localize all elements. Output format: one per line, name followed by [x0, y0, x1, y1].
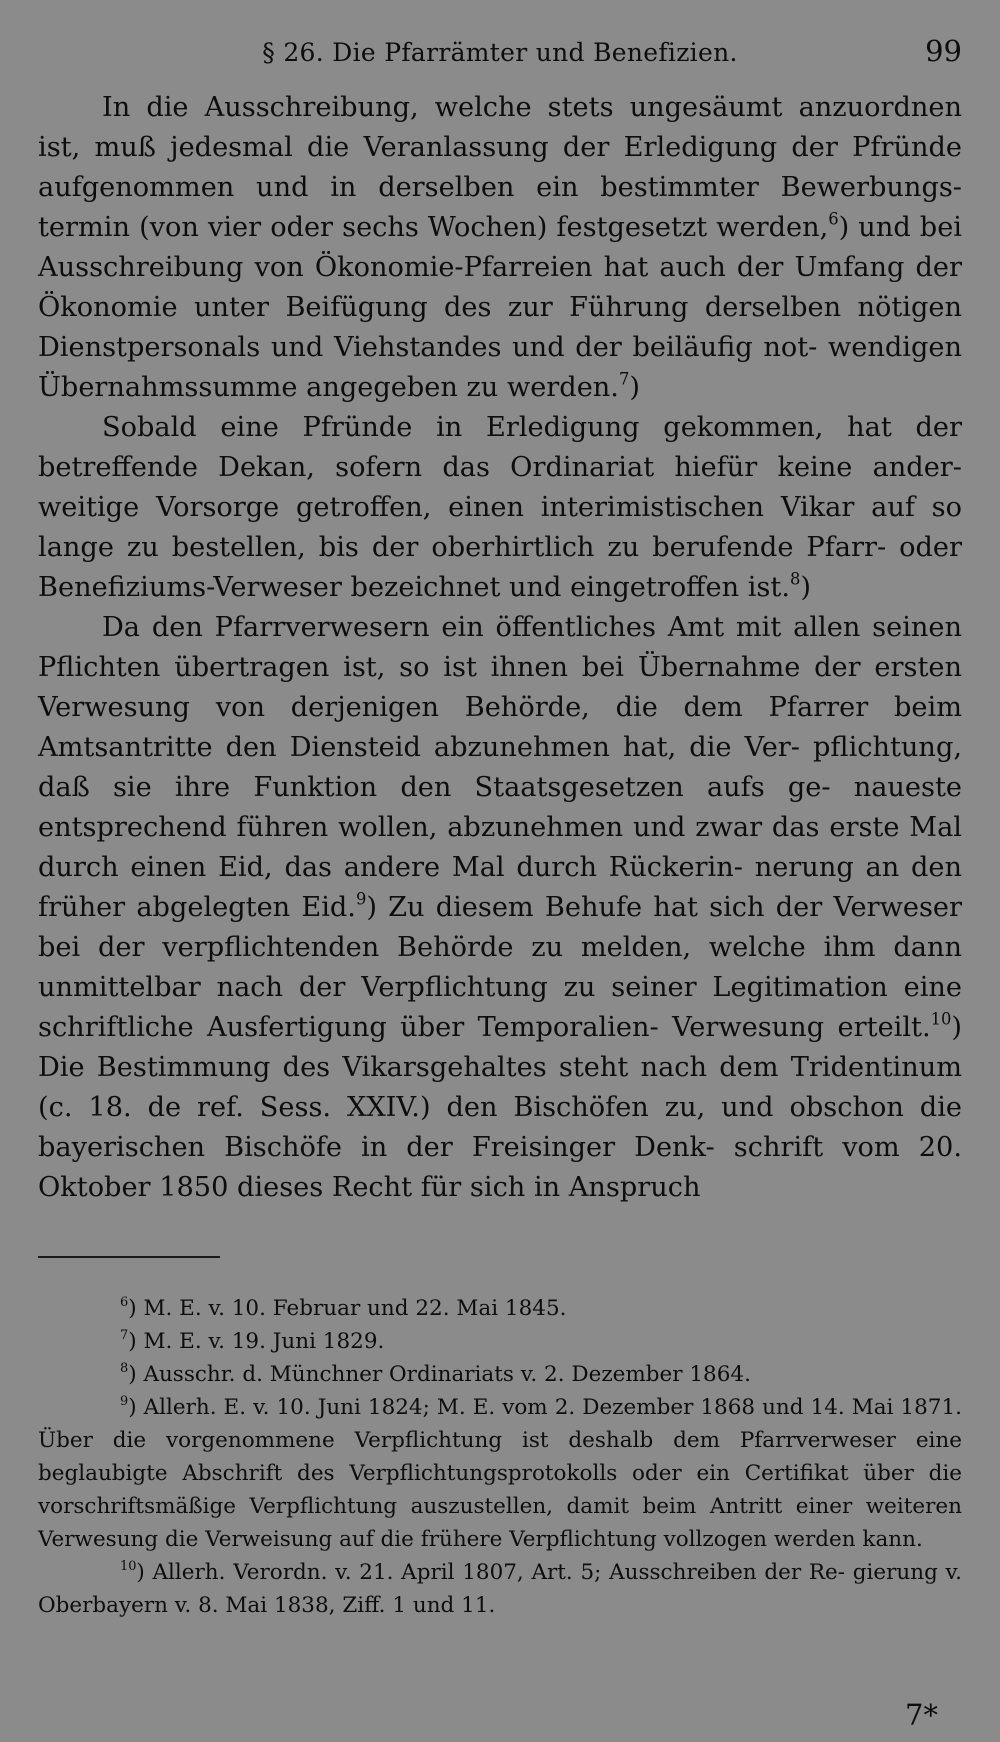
paragraph-text: Sobald eine Pfründe in Erledigung gekommen, hat der betreffende Dekan, sofern das Ordinariat hiefür keine ander- weitige Vorsorge getroffen, einen interimistischen Vikar auf so lange zu bestellen, bis der oberhirtlich zu berufende Pfarr- oder Benefiziums-Verweser bezeichnet und eingetroffen ist. [38, 412, 962, 603]
body-text [38, 88, 962, 1208]
footnote-number: 10 [120, 1558, 137, 1574]
footnote-text: M. E. v. 19. Juni 1829. [143, 1329, 385, 1354]
footnote-text: M. E. v. 10. Februar und 22. Mai 1845. [143, 1296, 567, 1321]
footnote-reference: 10 [930, 1009, 952, 1029]
paragraph-text: ) Zu diesem Behufe hat sich der Verweser bei der verpflichtenden Behörde zu melden, welche ihm dann unmittelbar nach der Verpflichtung zu seiner Legitimation eine schriftliche Ausfertigung über Temporalien- Verwesung erteilt. [38, 892, 962, 1043]
footnote-number: 7 [120, 1327, 129, 1343]
footnote-text: Allerh. E. v. 10. Juni 1824; M. E. vom 2. Dezember 1868 und 14. Mai 1871. Über die vorgenommene Verpflichtung ist deshalb dem Pfarrverweser eine beglaubigte Abschrift des Verpflichtungsprotokolls oder ein Certifikat über die vorschriftsmäßige Verpflichtung auszustellen, damit beim Antritt einer weiteren Verwesung die Verweisung auf die frühere Verpflichtung vollzogen werden kann. [38, 1395, 962, 1552]
footnote: $^9$) Allerh. E. v. 10. Juni 1824; M. E. vom 2. Dezember 1868 und 14. Mai 1871. Über die vorgenommene Verpflichtung ist deshalb dem Pfarrverweser eine beglaubigte Abschrift des Verpflichtungsprotokolls oder ein Certifikat über die vorschriftsmäßige Verpflichtung auszustellen, damit beim Antritt einer weiteren Verwesung die Verweisung auf die frühere Verpflichtung vollzogen werden kann. [38, 1393, 962, 1552]
footnote: $^8$) Ausschr. d. Münchner Ordinariats v. 2. Dezember 1864. [120, 1360, 751, 1387]
footnote-reference: 6 [828, 209, 839, 229]
running-title: § 26. Die Pfarrämter und Benefizien. [262, 38, 738, 67]
footnote-reference: 8 [789, 569, 801, 589]
paragraph [38, 88, 962, 408]
paragraph-text: ) [629, 372, 640, 403]
footnote-number: 8 [120, 1360, 129, 1376]
page [38, 32, 962, 1622]
paragraph [38, 608, 962, 1208]
footnote-reference: 7 [618, 369, 630, 389]
paragraph-text: ) Die Bestimmung des Vikarsgehaltes steht nach dem Tridentinum (c. 18. de ref. Sess. XXIV.) den Bischöfen zu, und obschon die bayerischen Bischöfe in der Freisinger Denk- schrift vom 20. Oktober 1850 dieses Recht für sich in Anspruch [38, 1012, 962, 1203]
page-number: 99 [925, 34, 962, 68]
footnote-number: 6 [120, 1294, 129, 1310]
signature-mark: 7* [905, 1698, 938, 1732]
footnote-text: Ausschr. d. Münchner Ordinariats v. 2. Dezember 1864. [143, 1362, 751, 1387]
footnote: $^7$) M. E. v. 19. Juni 1829. [120, 1327, 385, 1354]
paragraph-text: Da den Pfarrverwesern ein öffentliches Amt mit allen seinen Pflichten übertragen ist, so ist ihnen bei Übernahme der ersten Verwesung von derjenigen Behörde, die dem Pfarrer beim Amtsantritte den Diensteid abzunehmen hat, die Ver- pflichtung, daß sie ihre Funktion den Staatsgesetzen aufs ge- naueste entsprechend führen wollen, abzunehmen und zwar das erste Mal durch einen Eid, das andere Mal durch Rückerin- nerung an den früher abgelegten Eid. [38, 612, 962, 923]
footnote-number: 9 [120, 1393, 129, 1409]
paragraph-text: ) und bei Ausschreibung von Ökonomie-Pfarreien hat auch der Umfang der Ökonomie unter Beifügung des zur Führung derselben nötigen Dienstpersonals und Viehstandes und der beiläufig not- wendigen Übernahmssumme angegeben zu werden. [38, 212, 962, 403]
footnote-reference: 9 [355, 889, 367, 909]
footnote: $^6$) M. E. v. 10. Februar und 22. Mai 1845. [120, 1294, 567, 1321]
paragraph-text: In die Ausschreibung, welche stets ungesäumt anzuordnen ist, muß jedesmal die Veranlassung der Erledigung der Pfründe aufgenommen und in derselben ein bestimmter Bewerbungs- termin (von vier oder sechs Wochen) festgesetzt werden, [38, 92, 962, 243]
footnote: $^{10}$) Allerh. Verordn. v. 21. April 1807, Art. 5; Ausschreiben der Re- gierung v. Oberbayern v. 8. Mai 1838, Ziff. 1 und 11. [38, 1558, 962, 1618]
footnotes [38, 1292, 962, 1622]
footnote-text: Allerh. Verordn. v. 21. April 1807, Art. 5; Ausschreiben der Re- gierung v. Oberbayern v. 8. Mai 1838, Ziff. 1 und 11. [38, 1560, 962, 1618]
page-header [38, 32, 962, 74]
footnote-rule [38, 1256, 220, 1258]
paragraph [38, 408, 962, 608]
paragraph-text: ) [800, 572, 811, 603]
